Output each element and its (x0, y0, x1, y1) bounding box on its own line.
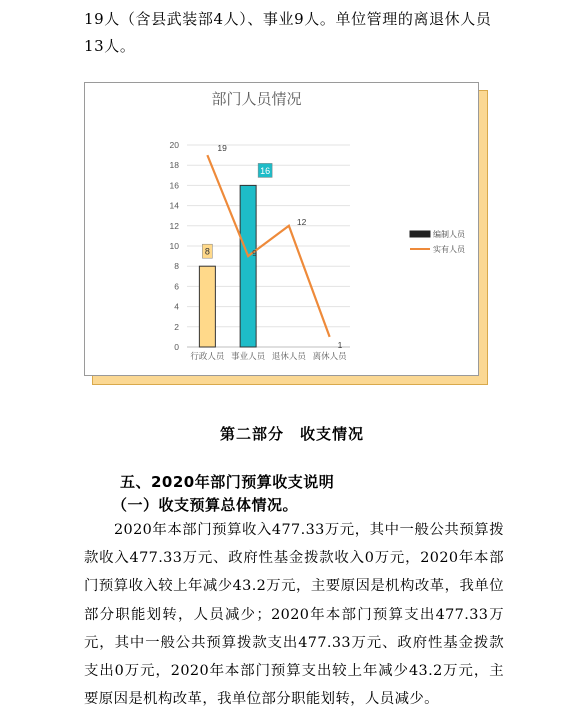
line-data-label: 9 (252, 248, 257, 259)
y-tick-label: 14 (169, 200, 179, 211)
section-title: 第二部分 收支情况 (219, 425, 364, 443)
y-tick-label: 6 (174, 281, 179, 292)
legend-label-bar: 编制人员 (433, 230, 465, 239)
line-data-label: 12 (296, 216, 307, 227)
y-tick-label: 0 (174, 342, 179, 352)
bar (240, 185, 256, 347)
intro-paragraph: 19人（含县武装部4人）、事业9人。单位管理的离退休人员13人。 (84, 10, 492, 55)
x-tick-label: 离休人员 (312, 351, 347, 361)
chart-frame (84, 82, 479, 376)
legend-swatch-bar (410, 231, 430, 237)
y-tick-label: 8 (174, 261, 179, 272)
x-tick-label: 事业人员 (231, 351, 266, 361)
y-tick-label: 2 (174, 321, 179, 332)
y-tick-label: 18 (169, 160, 179, 171)
bar-data-label: 16 (260, 165, 271, 176)
heading-five: 五、2020年部门预算收支说明 (120, 473, 335, 491)
y-tick-label: 10 (169, 241, 179, 251)
y-tick-label: 12 (169, 220, 179, 231)
y-tick-label: 16 (169, 180, 179, 191)
line-data-label: 1 (337, 339, 343, 350)
chart-title: 部门人员情况 (211, 91, 302, 108)
staff-chart (84, 82, 484, 382)
x-tick-label: 退休人员 (271, 351, 306, 361)
y-tick-label: 4 (174, 301, 179, 312)
chart-svg (85, 83, 478, 375)
legend-label-line: 实有人员 (433, 245, 465, 254)
bar-data-label: 8 (204, 246, 210, 257)
bar (199, 266, 215, 347)
heading-one: （一）收支预算总体情况。 (112, 496, 299, 514)
line-data-label: 19 (217, 143, 227, 154)
y-tick-label: 20 (169, 140, 179, 150)
body-paragraph: 2020年本部门预算收入477.33万元，其中一般公共预算拨款收入477.33万元、政府性基金拨款收入0万元，2020年本部门预算收入较上年减少43.2万元，主要原因是机构改革，我单位部分职能划转，人员减少；2020年本部门预算支出477.33万元，其中一般公共预算拨款支出477.33万元、政府性基金拨款支出0万元，2020年本部门预算支出较上年减少43.2万元，主要原因是机构改革，我单位部分职能划转，人员减少。 (84, 522, 504, 708)
x-tick-label: 行政人员 (190, 351, 225, 361)
